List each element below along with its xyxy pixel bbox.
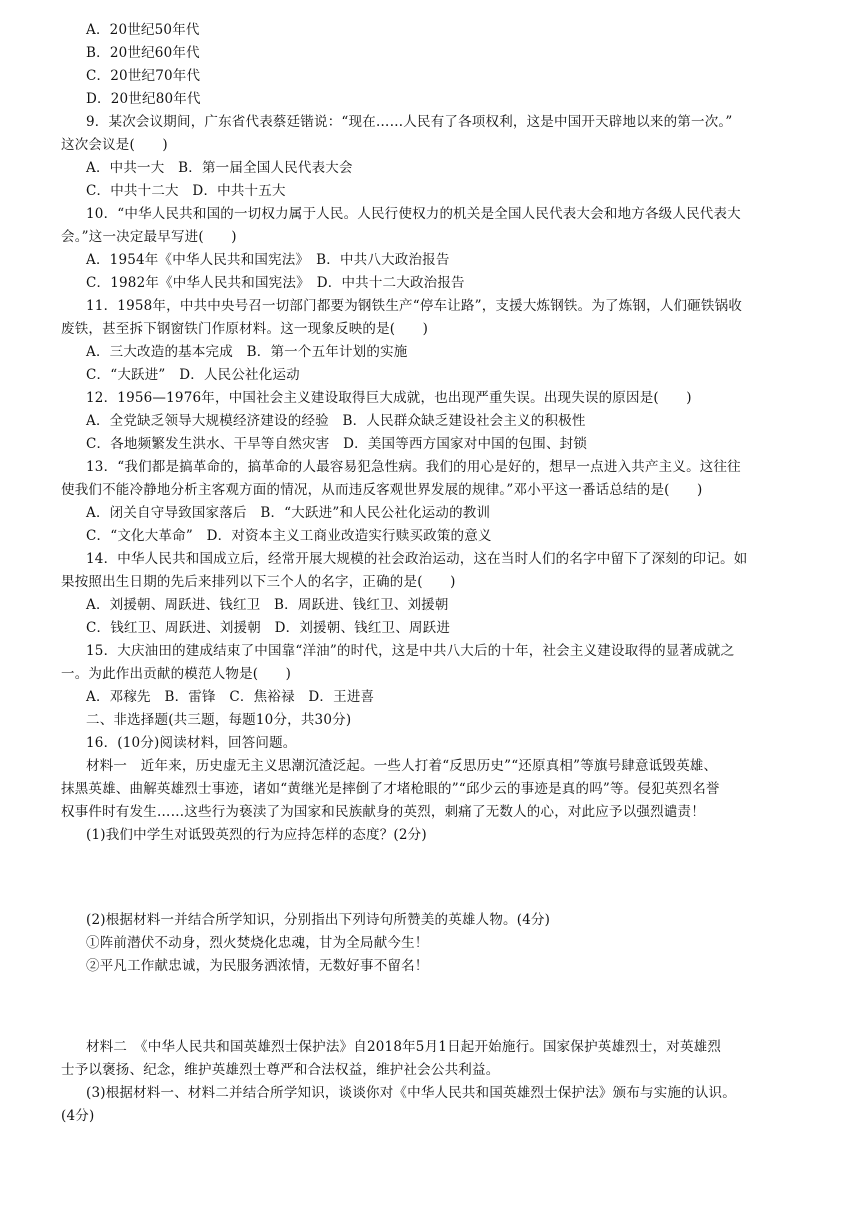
q15-stem-line2: 一。为此作出贡献的模范人物是( ): [61, 666, 292, 682]
q13-stem-line2: 使我们不能冷静地分析主客观方面的情况，从而违反客观世界发展的规律。”邓小平这一番话总结的是( ): [61, 482, 703, 498]
q16-subquestion-3-line2: (4分): [61, 1108, 95, 1124]
q16-material1-line1: 材料一 近年来，历史虚无主义思潮沉渣泛起。一些人打着“反思历史”“还原真相”等旗号肆意诋毁英雄、: [86, 758, 718, 774]
q12-stem-line1: 12．1956—1976年，中国社会主义建设取得巨大成就，也出现严重失误。出现失误的原因是( ): [86, 390, 692, 406]
section-heading: 二、非选择题(共三题，每题10分，共30分): [86, 712, 352, 728]
q9-stem-line2: 这次会议是( ): [61, 137, 168, 153]
q10-options-ab: A．1954年《中华人民共和国宪法》 B．中共八大政治报告: [86, 252, 450, 268]
q16-material1-line2: 抹黑英雄、曲解英雄烈士事迹，诸如“黄继光是摔倒了才堵枪眼的”“邱少云的事迹是真的吗”等。侵犯英烈名誉: [61, 781, 720, 797]
q11-options-cd: C．“大跃进” D．人民公社化运动: [86, 367, 300, 383]
q14-stem-line1: 14．中华人民共和国成立后，经常开展大规模的社会政治运动，这在当时人们的名字中留下了深刻的印记。如: [86, 551, 748, 567]
q10-options-cd: C．1982年《中华人民共和国宪法》 D．中共十二大政治报告: [86, 275, 465, 291]
q11-stem-line1: 11．1958年，中共中央号召一切部门都要为钢铁生产“停车让路”，支援大炼钢铁。为了炼钢，人们砸铁锅收: [86, 298, 743, 314]
q16-subquestion-2: (2)根据材料一并结合所学知识，分别指出下列诗句所赞美的英雄人物。(4分): [86, 912, 551, 928]
q9-options-cd: C．中共十二大 D．中共十五大: [86, 183, 286, 199]
q8-option-a: A．20世纪50年代: [86, 22, 200, 38]
q13-options-cd: C．“文化大革命” D．对资本主义工商业改造实行赎买政策的意义: [86, 528, 492, 544]
q14-stem-line2: 果按照出生日期的先后来排列以下三个人的名字，正确的是( ): [61, 574, 456, 590]
q16-material1-line3: 权事件时有发生……这些行为亵渎了为国家和民族献身的英烈，刺痛了无数人的心，对此应予以强烈谴责！: [61, 804, 705, 820]
q9-stem-line1: 9．某次会议期间，广东省代表蔡廷锴说：“现在……人民有了各项权利，这是中国开天辟地以来的第一次。”: [86, 114, 733, 130]
q8-option-c: C．20世纪70年代: [86, 68, 201, 84]
q16-poem-1: ①阵前潜伏不动身，烈火焚烧化忠魂，甘为全局献今生！: [86, 935, 429, 951]
q8-option-d: D．20世纪80年代: [86, 91, 201, 107]
q16-subquestion-1: (1)我们中学生对诋毁英烈的行为应持怎样的态度？(2分): [86, 827, 427, 843]
q14-options-ab: A．刘援朝、周跃进、钱红卫 B．周跃进、钱红卫、刘援朝: [86, 597, 449, 613]
q16-material2-line2: 士予以褒扬、纪念，维护英雄烈士尊严和合法权益，维护社会公共利益。: [61, 1062, 500, 1078]
q16-material2-line1: 材料二 《中华人民共和国英雄烈士保护法》自2018年5月1日起开始施行。国家保护英雄烈士，对英雄烈: [86, 1039, 722, 1055]
q16-poem-2: ②平凡工作献忠诚，为民服务洒浓情，无数好事不留名！: [86, 958, 429, 974]
q10-stem-line2: 会。”这一决定最早写进( ): [61, 229, 237, 245]
q14-options-cd: C．钱红卫、周跃进、刘援朝 D．刘援朝、钱红卫、周跃进: [86, 620, 451, 636]
q9-options-ab: A．中共一大 B．第一届全国人民代表大会: [86, 160, 353, 176]
q13-options-ab: A．闭关自守导致国家落后 B．“大跃进”和人民公社化运动的教训: [86, 505, 491, 521]
q12-options-ab: A．全党缺乏领导大规模经济建设的经验 B．人民群众缺乏建设社会主义的积极性: [86, 413, 586, 429]
q13-stem-line1: 13．“我们都是搞革命的，搞革命的人最容易犯急性病。我们的用心是好的，想早一点进入共产主义。这往往: [86, 459, 741, 475]
q15-stem-line1: 15．大庆油田的建成结束了中国靠“洋油”的时代，这是中共八大后的十年，社会主义建设取得的显著成就之: [86, 643, 735, 659]
q10-stem-line1: 10．“中华人民共和国的一切权力属于人民。人民行使权力的机关是全国人民代表大会和地方各级人民代表大: [86, 206, 741, 222]
q8-option-b: B．20世纪60年代: [86, 45, 200, 61]
q15-options: A．邓稼先 B．雷锋 C．焦裕禄 D．王进喜: [86, 689, 375, 705]
q16-subquestion-3-line1: (3)根据材料一、材料二并结合所学知识，谈谈你对《中华人民共和国英雄烈士保护法》颁布与实施的认识。: [86, 1085, 736, 1101]
q11-stem-line2: 废铁，甚至拆下钢窗铁门作原材料。这一现象反映的是( ): [61, 321, 429, 337]
q12-options-cd: C．各地频繁发生洪水、干旱等自然灾害 D．美国等西方国家对中国的包围、封锁: [86, 436, 588, 452]
q11-options-ab: A．三大改造的基本完成 B．第一个五年计划的实施: [86, 344, 408, 360]
q16-stem: 16．(10分)阅读材料，回答问题。: [86, 735, 297, 751]
